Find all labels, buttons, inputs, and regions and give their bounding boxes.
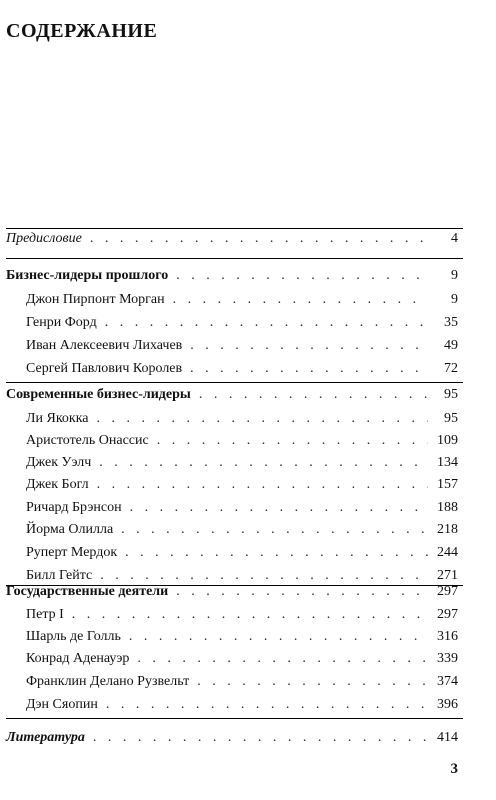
toc-entry[interactable] xyxy=(26,697,458,717)
toc-entry-page: 157 xyxy=(437,477,458,492)
toc-entry-label: Руперт Мердок xyxy=(26,545,118,560)
toc-entry-page: 244 xyxy=(437,545,458,560)
dot-leader xyxy=(93,730,428,746)
toc-entry[interactable] xyxy=(26,361,458,381)
toc-entry-page: 9 xyxy=(451,268,458,283)
dot-leader xyxy=(130,500,428,516)
toc-entry-preface[interactable] xyxy=(6,231,458,251)
toc-entry-page: 188 xyxy=(437,500,458,515)
toc-entry[interactable] xyxy=(26,292,458,312)
toc-section-1[interactable] xyxy=(6,268,458,288)
toc-entry[interactable] xyxy=(26,674,458,694)
toc-entry-page: 218 xyxy=(437,522,458,537)
toc-entry[interactable] xyxy=(26,455,458,475)
dot-leader xyxy=(176,584,428,600)
dot-leader xyxy=(97,477,428,493)
toc-entry-page: 72 xyxy=(444,361,458,376)
toc-entry[interactable] xyxy=(26,651,458,671)
toc-entry[interactable] xyxy=(26,338,458,358)
toc-entry[interactable] xyxy=(26,522,458,542)
toc-entry-label: Франклин Делано Рузвельт xyxy=(26,674,190,689)
toc-entry-label: Джек Богл xyxy=(26,477,89,492)
toc-entry-page: 297 xyxy=(437,584,458,599)
toc-entry-page: 414 xyxy=(437,730,458,745)
dot-leader xyxy=(190,361,428,377)
toc-entry[interactable] xyxy=(26,411,458,431)
toc-entry-page: 396 xyxy=(437,697,458,712)
divider xyxy=(6,718,463,719)
dot-leader xyxy=(176,268,428,284)
toc-entry-label: Джон Пирпонт Морган xyxy=(26,292,165,307)
toc-entry-label: Аристотель Онассис xyxy=(26,433,149,448)
toc-entry-page: 316 xyxy=(437,629,458,644)
toc-entry-label: Ричард Брэнсон xyxy=(26,500,122,515)
dot-leader xyxy=(197,674,428,690)
toc-entry[interactable] xyxy=(26,433,458,453)
dot-leader xyxy=(97,411,428,427)
toc-entry[interactable] xyxy=(26,315,458,335)
dot-leader xyxy=(137,651,428,667)
toc-entry-page: 339 xyxy=(437,651,458,666)
toc-entry-page: 109 xyxy=(437,433,458,448)
toc-entry-label: Шарль де Голль xyxy=(26,629,121,644)
toc-entry-label: Предисловие xyxy=(6,231,82,246)
toc-entry-label: Дэн Сяопин xyxy=(26,697,98,712)
dot-leader xyxy=(199,387,428,403)
toc-section-3[interactable] xyxy=(6,584,458,604)
toc-section-2[interactable] xyxy=(6,387,458,407)
toc-section-title: Бизнес-лидеры прошлого xyxy=(6,268,169,283)
divider xyxy=(6,258,463,259)
toc-entry-page: 95 xyxy=(444,411,458,426)
toc-entry-page: 4 xyxy=(451,231,458,246)
toc-entry-page: 35 xyxy=(444,315,458,330)
toc-entry-label: Йорма Олилла xyxy=(26,522,114,537)
toc-entry-literature[interactable] xyxy=(6,730,458,750)
dot-leader xyxy=(72,607,428,623)
page-title: СОДЕРЖАНИЕ xyxy=(6,20,158,42)
toc-entry[interactable] xyxy=(26,477,458,497)
dot-leader xyxy=(190,338,428,354)
page-number: 3 xyxy=(450,761,458,777)
dot-leader xyxy=(106,697,428,713)
toc-entry-page: 49 xyxy=(444,338,458,353)
toc-entry-page: 297 xyxy=(437,607,458,622)
dot-leader xyxy=(125,545,428,561)
toc-entry-label: Литература xyxy=(6,730,85,745)
divider xyxy=(6,382,463,383)
dot-leader xyxy=(121,522,428,538)
toc-entry-label: Джек Уэлч xyxy=(26,455,92,470)
dot-leader xyxy=(99,455,428,471)
toc-entry[interactable] xyxy=(26,607,458,627)
toc-entry-label: Иван Алексеевич Лихачев xyxy=(26,338,183,353)
dot-leader xyxy=(129,629,428,645)
toc-section-title: Современные бизнес-лидеры xyxy=(6,387,191,402)
toc-entry-label: Билл Гейтс xyxy=(26,568,93,583)
toc-entry-label: Петр I xyxy=(26,607,64,622)
toc-entry-page: 271 xyxy=(437,568,458,583)
toc-entry-page: 374 xyxy=(437,674,458,689)
toc-entry-label: Сергей Павлович Королев xyxy=(26,361,183,376)
toc-entry[interactable] xyxy=(26,629,458,649)
toc-entry-page: 95 xyxy=(444,387,458,402)
dot-leader xyxy=(157,433,428,449)
dot-leader xyxy=(100,568,428,584)
toc-entry[interactable] xyxy=(26,545,458,565)
toc-entry-label: Конрад Аденауэр xyxy=(26,651,130,666)
toc-entry-label: Ли Якокка xyxy=(26,411,89,426)
dot-leader xyxy=(90,231,428,247)
toc-section-title: Государственные деятели xyxy=(6,584,169,599)
toc-entry-label: Генри Форд xyxy=(26,315,97,330)
toc-entry-page: 9 xyxy=(451,292,458,307)
divider xyxy=(6,228,463,229)
toc-entry-page: 134 xyxy=(437,455,458,470)
toc-entry[interactable] xyxy=(26,500,458,520)
dot-leader xyxy=(173,292,428,308)
dot-leader xyxy=(105,315,428,331)
